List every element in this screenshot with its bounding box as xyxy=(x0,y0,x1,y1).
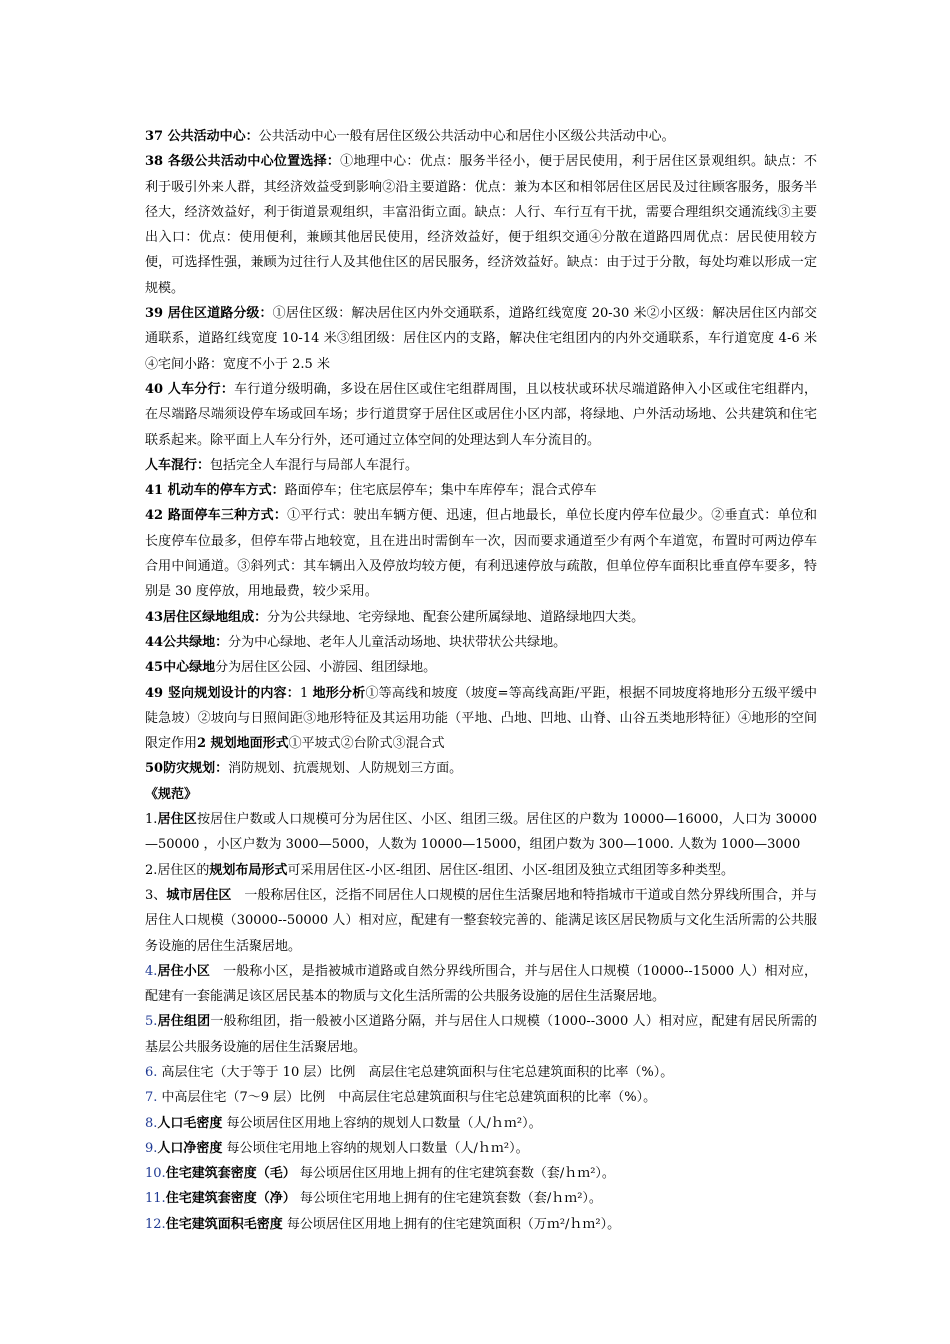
norm-number: 6. xyxy=(145,1064,158,1080)
part-text: ①等高线和坡度（坡度=等高线高距/平距，根据不同坡度将地形分五级平缓中陡急坡）②坡向与日照间距③地形特征及其运用功能（平地、凸地、凹地、山脊、山谷五类地形特征）④地形的空间限定作用 xyxy=(145,685,817,752)
norm-1 xyxy=(145,807,817,858)
part-heading: 地形分析 xyxy=(312,685,366,701)
item-41 xyxy=(145,478,817,503)
item-44 xyxy=(145,630,817,655)
norm-9 xyxy=(145,1136,817,1161)
norm-heading: 居住小区 xyxy=(157,963,210,979)
part-text: ①平坡式②台阶式③混合式 xyxy=(288,736,445,752)
item-heading: 44公共绿地： xyxy=(145,634,229,650)
item-heading: 39 居住区道路分级： xyxy=(145,306,273,322)
norm-heading: 人口净密度 xyxy=(157,1140,223,1156)
part-number: 2 xyxy=(197,736,211,752)
norm-8 xyxy=(145,1111,817,1136)
norm-text: 高层住宅（大于等于 10 层）比例 高层住宅总建筑面积与住宅总建筑面积的比率（%）。 xyxy=(157,1064,674,1080)
norm-6 xyxy=(145,1060,817,1085)
item-43 xyxy=(145,605,817,630)
item-text: 路面停车；住宅底层停车；集中车库停车；混合式停车 xyxy=(284,483,597,499)
norm-3 xyxy=(145,883,817,959)
item-45 xyxy=(145,655,817,680)
item-heading: 50防灾规划： xyxy=(145,761,229,777)
norm-heading: 住宅建筑套密度（毛） xyxy=(165,1166,296,1182)
item-heading: 人车混行： xyxy=(145,457,211,473)
norm-text: 中高层住宅（7～9 层）比例 中高层住宅总建筑面积与住宅总建筑面积的比率（%）。 xyxy=(157,1090,657,1106)
part-number: 1 xyxy=(299,685,313,701)
norm-heading: 住宅建筑套密度（净） xyxy=(165,1191,296,1207)
norm-2 xyxy=(145,858,817,883)
norm-heading: 城市居住区 xyxy=(166,887,232,903)
norm-number: 12. xyxy=(145,1216,166,1232)
item-text: 分为居住区公园、小游园、组团绿地。 xyxy=(215,660,437,676)
norm-number: 4. xyxy=(145,963,158,979)
item-text: 消防规划、抗震规划、人防规划三方面。 xyxy=(228,761,463,777)
item-text: 公共活动中心一般有居住区级公共活动中心和居住小区级公共活动中心。 xyxy=(258,129,675,144)
item-heading: 41 机动车的停车方式： xyxy=(145,483,285,499)
norm-5 xyxy=(145,1009,817,1060)
norm-4 xyxy=(145,959,817,1010)
item-text: 包括完全人车混行与局部人车混行。 xyxy=(210,457,419,473)
norm-text: 可采用居住区-小区-组团、居住区-组团、小区-组团及独立式组团等多种类型。 xyxy=(287,862,735,878)
norm-12 xyxy=(145,1212,817,1237)
item-heading: 42 路面停车三种方式： xyxy=(145,508,288,524)
norm-text: 一般称小区，是指被城市道路或自然分界线所围合，并与居住人口规模（10000--15000 人）相对应，配建有一套能满足该区居民基本的物质与文化生活所需的公共服务设施的居住生活聚居地。 xyxy=(145,963,817,1005)
item-heading: 38 各级公共活动中心位置选择： xyxy=(145,154,341,170)
norm-number: 2. xyxy=(145,862,158,878)
norm-text: 每公顷住宅用地上拥有的住宅建筑套数（套/ｈｍ²）。 xyxy=(295,1191,602,1207)
document-page xyxy=(145,124,817,1237)
norm-heading: 规划布局形式 xyxy=(209,862,288,878)
norm-text: 每公顷居住区用地上容纳的规划人口数量（人/ｈｍ²）。 xyxy=(222,1115,542,1131)
norm-number: 9. xyxy=(145,1140,158,1156)
norm-11 xyxy=(145,1186,817,1211)
norm-text: 每公顷住宅用地上容纳的规划人口数量（人/ｈｍ²）。 xyxy=(222,1140,529,1156)
norm-10 xyxy=(145,1161,817,1186)
item-49 xyxy=(145,681,817,757)
item-50 xyxy=(145,756,817,781)
item-37 xyxy=(145,124,817,149)
norm-number: 5. xyxy=(145,1014,158,1030)
norm-text: 每公顷居住区用地上拥有的住宅建筑套数（套/ｈｍ²）。 xyxy=(295,1166,615,1182)
item-text: ①地理中心：优点：服务半径小，便于居民使用，利于居住区景观组织。缺点：不利于吸引外来人群，其经济效益受到影响②沿主要道路：优点：兼为本区和相邻居住区居民及过往顾客服务，服务半径大，经济效益好，利于街道景观组织，丰富沿街立面。缺点：人行、车行互有干扰，需要合理组织交通流线③主要出入口：优点：使用便利，兼顾其他居民使用，经济效益好，便于组织交通④分散在道路四周优点：居民使用较方便，可选择性强，兼顾为过往行人及其他住区的居民服务，经济效益好。缺点：由于过于分散，每处均难以形成一定规模。 xyxy=(145,154,817,296)
item-text: 车行道分级明确，多设在居住区或住宅组群周围，且以枝状或环状尽端道路伸入小区或住宅组群内，在尽端路尽端须设停车场或回车场；步行道贯穿于居住区或居住小区内部，将绿地、户外活动场地、公共建筑和住宅联系起来。除平面上人车分行外，还可通过立体空间的处理达到人车分流目的。 xyxy=(145,381,817,448)
part-heading: 规划地面形式 xyxy=(210,736,289,752)
item-text: 分为公共绿地、宅旁绿地、配套公建所属绿地、道路绿地四大类。 xyxy=(267,609,645,625)
item-39 xyxy=(145,301,817,377)
norm-number: 3、 xyxy=(145,887,167,903)
norm-text: 每公顷居住区用地上拥有的住宅建筑面积（万ｍ²/ｈｍ²）。 xyxy=(282,1216,621,1232)
item-text: 分为中心绿地、老年人儿童活动场地、块状带状公共绿地。 xyxy=(228,634,567,650)
norm-number: 1. xyxy=(145,812,158,828)
norm-number: 10. xyxy=(145,1166,166,1182)
item-heading: 43居住区绿地组成： xyxy=(145,609,268,625)
item-heading: 45中心绿地 xyxy=(145,660,216,676)
norm-heading: 人口毛密度 xyxy=(157,1115,223,1131)
norm-prefix: 居住区的 xyxy=(157,862,210,878)
norm-heading: 居住组团 xyxy=(157,1014,211,1030)
item-text: ①居住区级：解决居住区内外交通联系，道路红线宽度 20-30 米②小区级：解决居住区内部交通联系，道路红线宽度 10-14 米③组团级：居住区内的支路，解决住宅组团内的内外交通联系，车行道宽度 4-6 米④宅间小路：宽度不小于 2.5 米 xyxy=(145,306,817,372)
norm-number: 11. xyxy=(145,1191,166,1207)
item-text: ①平行式：驶出车辆方便、迅速，但占地最长，单位长度内停车位最少。②垂直式：单位和长度停车位最多，但停车带占地较宽，且在进出时需倒车一次，因而要求通道至少有两个车道宽，布置时可两边停车合用中间通道。③斜列式：其车辆出入及停放均较方便，有利迅速停放与疏散，但单位停车面积比垂直停车要多，特别是 30 度停放，用地最费，较少采用。 xyxy=(145,508,817,600)
norm-text: 一般称居住区，泛指不同居住人口规模的居住生活聚居地和特指城市干道或自然分界线所围合，并与居住人口规模（30000--50000 人）相对应，配建有一整套较完善的、能满足该区居民物质与文化生活所需的公共服务设施的居住生活聚居地。 xyxy=(145,887,817,954)
item-heading: 40 人车分行： xyxy=(145,381,235,397)
norm-number: 8. xyxy=(145,1115,158,1131)
section-title: 《规范》 xyxy=(145,786,198,802)
item-mixed-traffic xyxy=(145,453,817,478)
norm-number: 7. xyxy=(145,1090,158,1106)
item-42 xyxy=(145,503,817,604)
norm-text: 按居住户数或人口规模可分为居住区、小区、组团三级。居住区的户数为 10000—16000，人口为 30000—50000 ，小区户数为 3000—5000，人数为 10000—15000，组团户数为 300—1000. 人数为 1000—3000 xyxy=(145,812,817,853)
item-heading: 37 公共活动中心： xyxy=(145,129,259,144)
norm-heading: 居住区 xyxy=(157,812,198,828)
item-40 xyxy=(145,377,817,453)
item-38 xyxy=(145,149,817,301)
norm-heading: 住宅建筑面积毛密度 xyxy=(165,1216,283,1232)
norm-text: 一般称组团，指一般被小区道路分隔，并与居住人口规模（1000--3000 人）相对应，配建有居民所需的基层公共服务设施的居住生活聚居地。 xyxy=(145,1014,817,1055)
item-heading: 49 竖向规划设计的内容： xyxy=(145,685,300,701)
norm-7 xyxy=(145,1085,817,1110)
